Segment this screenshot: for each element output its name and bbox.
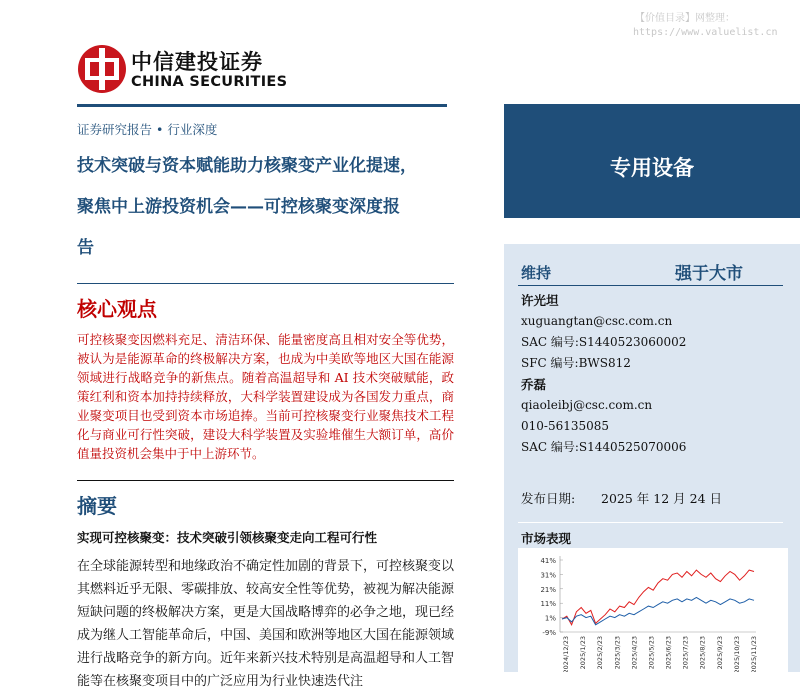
- summary-subheading: 实现可控核聚变：技术突破引领核聚变走向工程可行性: [77, 530, 378, 545]
- x-tick-label: 2024/12/23: [562, 636, 570, 672]
- summary-paragraph: 在全球能源转型和地缘政治不确定性加剧的背景下，可控核聚变以其燃料近乎无限、零碳排放、较高安全性等优势，被视为解决能源短缺问题的终极解决方案，更是大国战略博弈的必争之地，现已经成为继人工智能革命后，中国、美国和欧洲等地区大国在能源领域进行战略竞争的新方向。近年来新兴技术特别是高温超导和人工智能等在核聚变项目中的广泛应用为行业快速迭代注: [77, 559, 455, 689]
- watermark: [633, 12, 778, 40]
- analyst-list: [521, 290, 791, 458]
- x-tick-label: 2025/8/23: [698, 636, 707, 670]
- panel-divider: [518, 522, 783, 523]
- analyst-sfc-number: SFC 编号:BWS812: [521, 356, 631, 370]
- citic-logo-icon: [77, 44, 127, 94]
- rating-value: 强于大市: [675, 264, 743, 284]
- company-logo: [77, 44, 287, 96]
- logo-english-name: CHINA SECURITIES: [131, 74, 288, 90]
- analyst-phone: 010-56135085: [521, 419, 610, 433]
- y-tick-label: 41%: [540, 557, 556, 565]
- panel-divider: [518, 285, 783, 286]
- publish-date-value: 2025 年 12 月 24 日: [601, 491, 722, 506]
- analyst-sac-number: SAC 编号:S1440525070006: [521, 440, 687, 454]
- x-tick-label: 2025/7/23: [681, 636, 690, 670]
- market-performance-title: 市场表现: [521, 531, 572, 546]
- x-tick-label: 2025/6/23: [664, 636, 673, 670]
- x-tick-label: 2025/1/23: [579, 636, 588, 670]
- rating-label: 维持: [521, 264, 552, 282]
- watermark-line-1: 【价值目录】网整理：: [635, 13, 735, 24]
- x-tick-label: 2025/5/23: [647, 636, 656, 670]
- x-tick-label: 2025/3/23: [613, 636, 622, 670]
- analyst-sac-number: SAC 编号:S1440523060002: [521, 335, 687, 349]
- core-view-text: 可控核聚变因燃料充足、清洁环保、能量密度高且相对安全等优势，被认为是能源革命的终极解决方案，也成为中美欧等地区大国在能源领域进行战略竞争的新焦点。随着高温超导和 AI 技术突破赋能，政策红利和资本加持持续释放，大科学装置建设成为各国发力重点，商业聚变项目也受到资本市场追捧。当前可控核聚变行业聚焦技术工程化与商业可行性突破，建设大科学装置及实验堆催生大额订单，高价值量投资机会集中于中上游环节。: [77, 332, 454, 461]
- section-divider: [77, 283, 454, 284]
- report-title-line-1: 技术突破与资本赋能助力核聚变产业化提速，: [77, 156, 417, 176]
- x-tick-label: 2025/11/23: [750, 636, 758, 672]
- analyst-email[interactable]: qiaoleibj@csc.com.cn: [521, 398, 653, 412]
- watermark-line-2: https://www.valuelist.cn: [633, 27, 778, 38]
- x-tick-label: 2025/10/23: [732, 636, 741, 672]
- report-title: [77, 146, 457, 269]
- chart-svg: [518, 548, 788, 672]
- y-tick-label: 21%: [540, 585, 556, 594]
- report-title-line-3: 告: [77, 238, 94, 258]
- y-tick-label: 31%: [540, 571, 556, 580]
- summary-heading: 摘要: [77, 494, 117, 518]
- y-tick-label: 11%: [540, 600, 556, 609]
- report-category: 证券研究报告 • 行业深度: [77, 122, 218, 137]
- section-divider: [77, 480, 454, 481]
- y-tick-label: 1%: [544, 614, 556, 623]
- analyst-name: 许光坦: [521, 293, 559, 308]
- x-tick-label: 2025/2/23: [596, 636, 605, 670]
- analyst-name: 乔磊: [521, 377, 547, 392]
- publish-date-label: 发布日期:: [521, 491, 576, 506]
- sector-name: 专用设备: [610, 156, 694, 180]
- publish-date: [521, 489, 722, 507]
- header-rule: [77, 104, 447, 107]
- analyst-email[interactable]: xuguangtan@csc.com.cn: [521, 314, 673, 328]
- core-view-heading: 核心观点: [77, 297, 157, 321]
- report-title-line-2: 聚焦中上游投资机会——可控核聚变深度报: [77, 197, 400, 217]
- logo-chinese-name: 中信建投证券: [131, 50, 263, 74]
- x-tick-label: 2025/9/23: [715, 636, 724, 670]
- market-performance-chart: [518, 548, 788, 672]
- y-tick-label: -9%: [542, 629, 556, 637]
- sector-banner: [504, 104, 800, 218]
- x-tick-label: 2025/4/23: [630, 636, 639, 670]
